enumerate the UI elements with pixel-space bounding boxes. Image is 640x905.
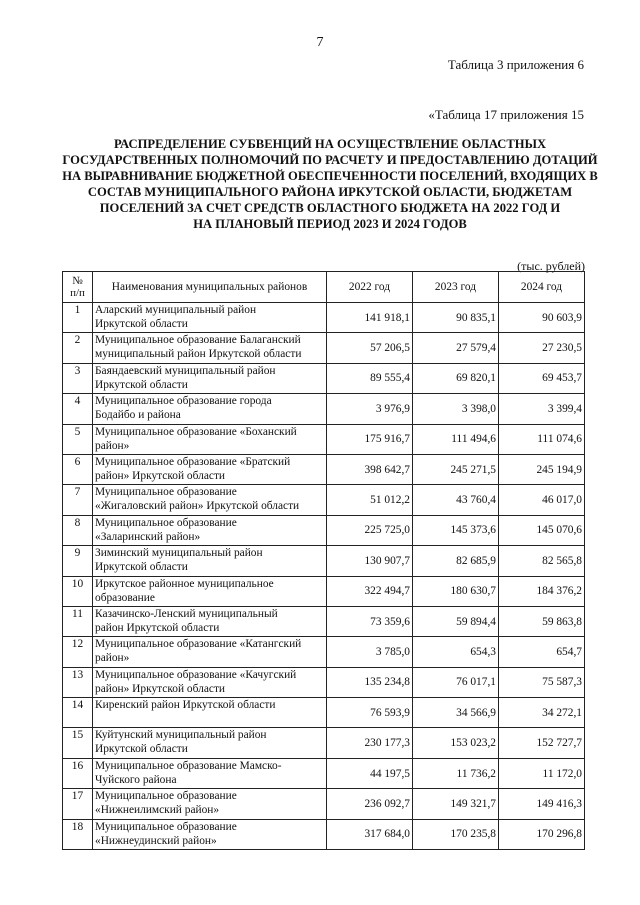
amount-2023: 82 685,9 xyxy=(413,546,499,576)
district-name xyxy=(93,606,327,636)
district-name-line: Иркутской области xyxy=(95,561,188,574)
district-name-line: Киренский район Иркутской области xyxy=(95,699,276,712)
district-name xyxy=(93,667,327,697)
table-row xyxy=(63,698,585,728)
row-number: 6 xyxy=(63,454,93,484)
amount-2024: 3 399,4 xyxy=(499,394,585,424)
row-number: 18 xyxy=(63,819,93,849)
table-row xyxy=(63,363,585,393)
amount-2022: 225 725,0 xyxy=(327,515,413,545)
amount-2023: 34 566,9 xyxy=(413,698,499,728)
row-number: 4 xyxy=(63,394,93,424)
amount-2023: 170 235,8 xyxy=(413,819,499,849)
district-name-line: «Жигаловский район» Иркутской области xyxy=(95,500,300,513)
row-number: 8 xyxy=(63,515,93,545)
district-name-line: Муниципальное образование «Боханский xyxy=(95,425,297,438)
amount-2022: 398 642,7 xyxy=(327,454,413,484)
district-name xyxy=(93,819,327,849)
row-number: 17 xyxy=(63,789,93,819)
amount-2024: 654,7 xyxy=(499,637,585,667)
row-number: 16 xyxy=(63,758,93,788)
header-number xyxy=(63,272,93,303)
table-row xyxy=(63,546,585,576)
amount-2024: 145 070,6 xyxy=(499,515,585,545)
title-line: НА ПЛАНОВЫЙ ПЕРИОД 2023 И 2024 ГОДОВ xyxy=(193,217,467,231)
amount-2023: 654,3 xyxy=(413,637,499,667)
amount-2022: 236 092,7 xyxy=(327,789,413,819)
amount-2024: 59 863,8 xyxy=(499,606,585,636)
district-name-line: Муниципальное образование «Качугский xyxy=(95,668,297,681)
title-line: НА ВЫРАВНИВАНИЕ БЮДЖЕТНОЙ ОБЕСПЕЧЕННОСТИ ПОСЕЛЕНИЙ, ВХОДЯЩИХ В xyxy=(62,169,598,183)
row-number: 13 xyxy=(63,667,93,697)
header-number-line: № xyxy=(72,275,83,287)
amount-2024: 111 074,6 xyxy=(499,424,585,454)
district-name xyxy=(93,515,327,545)
district-name-line: Иркутское районное муниципальное xyxy=(95,577,274,590)
amount-2024: 46 017,0 xyxy=(499,485,585,515)
district-name-line: район Иркутской области xyxy=(95,621,220,634)
row-number: 10 xyxy=(63,576,93,606)
row-number: 15 xyxy=(63,728,93,758)
title-line: СОСТАВ МУНИЦИПАЛЬНОГО РАЙОНА ИРКУТСКОЙ ОБЛАСТИ, БЮДЖЕТАМ xyxy=(87,185,573,199)
district-name xyxy=(93,637,327,667)
subsidy-table xyxy=(62,271,585,850)
table-row xyxy=(63,606,585,636)
table-row xyxy=(63,303,585,333)
district-name xyxy=(93,789,327,819)
district-name-line: Муниципальное образование xyxy=(95,790,237,803)
row-number: 9 xyxy=(63,546,93,576)
district-name-line: Муниципальное образование «Катангский xyxy=(95,638,302,651)
units-label: (тыс. рублей) xyxy=(517,259,585,273)
table-row xyxy=(63,424,585,454)
table-row xyxy=(63,333,585,363)
district-name-line: Казачинско-Ленский муниципальный xyxy=(95,607,278,620)
district-name-line: район» xyxy=(95,652,130,665)
table-row xyxy=(63,637,585,667)
amount-2023: 11 736,2 xyxy=(413,758,499,788)
district-name xyxy=(93,546,327,576)
amount-2024: 90 603,9 xyxy=(499,303,585,333)
district-name xyxy=(93,303,327,333)
title-line: ГОСУДАРСТВЕННЫХ ПОЛНОМОЧИЙ ПО РАСЧЕТУ И ПРЕДОСТАВЛЕНИЮ ДОТАЦИЙ xyxy=(62,153,598,167)
header-2024: 2024 год xyxy=(499,272,585,303)
district-name-line: муниципальный район Иркутской области xyxy=(95,348,302,361)
amount-2023: 3 398,0 xyxy=(413,394,499,424)
amount-2022: 322 494,7 xyxy=(327,576,413,606)
district-name-line: Зиминский муниципальный район xyxy=(95,547,263,560)
amount-2023: 145 373,6 xyxy=(413,515,499,545)
amount-2023: 43 760,4 xyxy=(413,485,499,515)
district-name-line: Муниципальное образование xyxy=(95,486,237,499)
district-name-line: Муниципальное образование «Братский xyxy=(95,455,291,468)
amount-2024: 82 565,8 xyxy=(499,546,585,576)
district-name-line: Муниципальное образование города xyxy=(95,395,272,408)
table-reference: Таблица 3 приложения 6 xyxy=(447,57,584,72)
district-name-line: Куйтунский муниципальный район xyxy=(95,729,267,742)
amount-2022: 44 197,5 xyxy=(327,758,413,788)
header-number-line: п/п xyxy=(70,287,85,299)
amount-2024: 170 296,8 xyxy=(499,819,585,849)
amount-2022: 57 206,5 xyxy=(327,333,413,363)
row-number: 12 xyxy=(63,637,93,667)
table-row xyxy=(63,515,585,545)
amount-2022: 141 918,1 xyxy=(327,303,413,333)
row-number: 7 xyxy=(63,485,93,515)
amount-2024: 27 230,5 xyxy=(499,333,585,363)
amount-2024: 34 272,1 xyxy=(499,698,585,728)
district-name-line: Бодайбо и района xyxy=(95,409,181,422)
district-name xyxy=(93,758,327,788)
amount-2023: 69 820,1 xyxy=(413,363,499,393)
table-row xyxy=(63,728,585,758)
table-row xyxy=(63,789,585,819)
district-name-line: Муниципальное образование Мамско- xyxy=(95,759,282,772)
district-name-line: Иркутской области xyxy=(95,743,188,756)
row-number: 2 xyxy=(63,333,93,363)
title-line: РАСПРЕДЕЛЕНИЕ СУБВЕНЦИЙ НА ОСУЩЕСТВЛЕНИЕ ОБЛАСТНЫХ xyxy=(113,137,547,151)
table-row xyxy=(63,576,585,606)
amount-2022: 3 976,9 xyxy=(327,394,413,424)
district-name xyxy=(93,728,327,758)
amount-2023: 27 579,4 xyxy=(413,333,499,363)
amount-2023: 111 494,6 xyxy=(413,424,499,454)
amount-2024: 75 587,3 xyxy=(499,667,585,697)
district-name-line: Муниципальное образование Балаганский xyxy=(95,334,301,347)
amount-2024: 184 376,2 xyxy=(499,576,585,606)
amount-2023: 76 017,1 xyxy=(413,667,499,697)
amount-2022: 89 555,4 xyxy=(327,363,413,393)
row-number: 3 xyxy=(63,363,93,393)
header-name: Наименования муниципальных районов xyxy=(93,272,327,303)
table-row xyxy=(63,819,585,849)
amount-2023: 153 023,2 xyxy=(413,728,499,758)
row-number: 5 xyxy=(63,424,93,454)
row-number: 14 xyxy=(63,698,93,728)
district-name xyxy=(93,333,327,363)
district-name-line: «Нижнеудинский район» xyxy=(95,834,217,847)
amount-2023: 90 835,1 xyxy=(413,303,499,333)
table-body xyxy=(63,303,585,850)
district-name xyxy=(93,363,327,393)
district-name-line: «Нижнеилимский район» xyxy=(95,804,220,817)
district-name-line: Иркутской области xyxy=(95,378,188,391)
district-name-line: Иркутской области xyxy=(95,318,188,330)
amount-2023: 180 630,7 xyxy=(413,576,499,606)
district-name-line: Аларский муниципальный район xyxy=(95,304,257,316)
amount-2022: 73 359,6 xyxy=(327,606,413,636)
amount-2023: 59 894,4 xyxy=(413,606,499,636)
amount-2024: 152 727,7 xyxy=(499,728,585,758)
amount-2022: 3 785,0 xyxy=(327,637,413,667)
row-number: 11 xyxy=(63,606,93,636)
amount-2022: 51 012,2 xyxy=(327,485,413,515)
amount-2022: 230 177,3 xyxy=(327,728,413,758)
district-name-line: Чуйского района xyxy=(95,773,177,786)
district-name xyxy=(93,454,327,484)
table-row xyxy=(63,394,585,424)
amount-2024: 69 453,7 xyxy=(499,363,585,393)
table-row xyxy=(63,758,585,788)
district-name xyxy=(93,394,327,424)
district-name xyxy=(93,485,327,515)
amount-2022: 175 916,7 xyxy=(327,424,413,454)
table-row xyxy=(63,667,585,697)
header-2022: 2022 год xyxy=(327,272,413,303)
row-number: 1 xyxy=(63,303,93,333)
header-2023: 2023 год xyxy=(413,272,499,303)
amount-2022: 135 234,8 xyxy=(327,667,413,697)
page-number: 7 xyxy=(316,35,324,50)
district-name-line: «Заларинский район» xyxy=(95,530,201,543)
district-name-line: Баяндаевский муниципальный район xyxy=(95,364,276,377)
district-name-line: Муниципальное образование xyxy=(95,820,237,833)
amount-2024: 245 194,9 xyxy=(499,454,585,484)
district-name-line: район» Иркутской области xyxy=(95,682,226,695)
amount-2023: 245 271,5 xyxy=(413,454,499,484)
amount-2022: 76 593,9 xyxy=(327,698,413,728)
district-name-line: район» Иркутской области xyxy=(95,469,226,482)
document-title xyxy=(60,136,600,232)
district-name xyxy=(93,576,327,606)
amount-2022: 130 907,7 xyxy=(327,546,413,576)
table-header-row xyxy=(63,272,585,303)
appendix-reference: «Таблица 17 приложения 15 xyxy=(428,107,584,122)
amount-2024: 11 172,0 xyxy=(499,758,585,788)
title-line: ПОСЕЛЕНИЙ ЗА СЧЕТ СРЕДСТВ ОБЛАСТНОГО БЮДЖЕТА НА 2022 ГОД И xyxy=(99,201,561,215)
district-name xyxy=(93,698,327,728)
district-name-line: образование xyxy=(95,591,155,604)
amount-2024: 149 416,3 xyxy=(499,789,585,819)
district-name-line: Муниципальное образование xyxy=(95,516,237,529)
amount-2023: 149 321,7 xyxy=(413,789,499,819)
table-row xyxy=(63,454,585,484)
table-row xyxy=(63,485,585,515)
amount-2022: 317 684,0 xyxy=(327,819,413,849)
district-name xyxy=(93,424,327,454)
district-name-line: район» xyxy=(95,439,130,452)
